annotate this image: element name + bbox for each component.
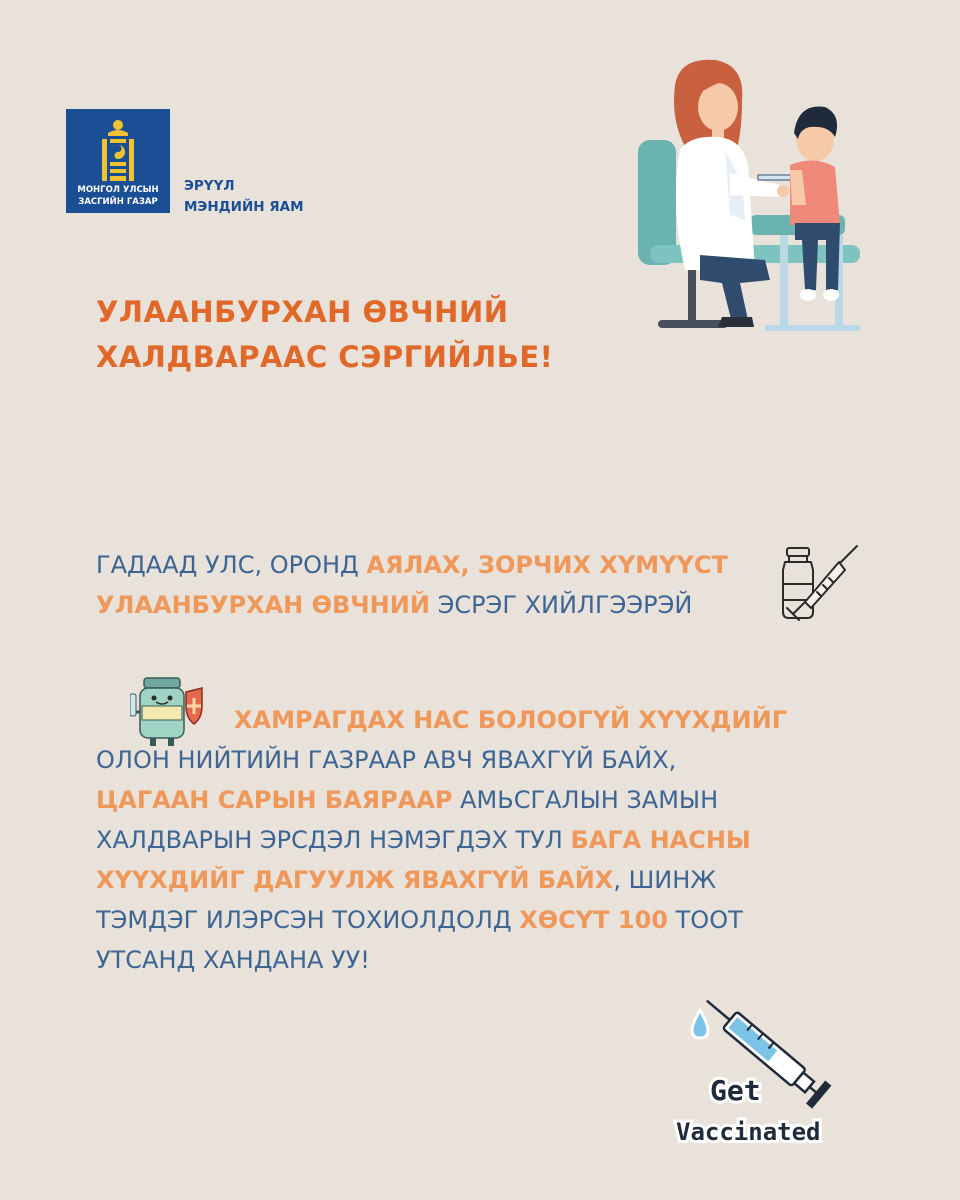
travel-advice-paragraph xyxy=(96,545,776,625)
ministry-name-line2: МЭНДИЙН ЯАМ xyxy=(184,199,304,215)
logo-caption-line2: ЗАСГИЙН ГАЗАР xyxy=(78,197,158,207)
paragraph2-text1: ОЛОН НИЙТИЙН ГАЗРААР АВЧ ЯВАХГҮЙ БАЙХ, xyxy=(96,746,677,774)
paragraph1-text2: ЭСРЭГ ХИЙЛГЭЭРЭЙ xyxy=(429,591,693,619)
paragraph2-highlight3: БАГА НАСНЫ ХҮҮХДИЙГ ДАГУУЛЖ ЯВАХГҮЙ БАЙХ xyxy=(96,826,751,894)
paragraph2-text2: АМЬСГАЛЫН ЗАМЫН ХАЛДВАРЫН ЭРСДЭЛ НЭМЭГДЭХ ТУЛ xyxy=(96,786,719,854)
hotline-number: ХӨСҮТ 100 xyxy=(519,906,669,934)
paragraph2-text3: , ШИНЖ ТЭМДЭГ ИЛЭРСЭН ТОХИОЛДОЛД xyxy=(96,866,717,934)
paragraph2-highlight1: ХАМРАГДАХ НАС БОЛООГҮЙ ХҮҮХДИЙГ xyxy=(234,706,788,734)
get-vaccinated-sticker xyxy=(662,992,842,1162)
logo-caption-line1: МОНГОЛ УЛСЫН xyxy=(77,185,159,195)
paragraph2-text4: ТООТ УТСАНД ХАНДАНА УУ! xyxy=(96,906,743,974)
government-logo xyxy=(66,109,170,213)
vaccine-vial-syringe-icon xyxy=(765,540,865,635)
children-advice-paragraph xyxy=(96,700,796,980)
paragraph1-highlight1: АЯЛАХ, ЗОРЧИХ ХҮМҮҮСТ УЛААНБУРХАН ӨВЧНИЙ xyxy=(96,551,728,619)
doctor-vaccinating-child-illustration xyxy=(630,55,870,345)
ministry-name-line1: ЭРҮҮЛ xyxy=(184,178,235,194)
paragraph2-highlight2: ЦАГААН САРЫН БАЯРААР xyxy=(96,786,453,814)
ministry-name xyxy=(184,176,304,218)
paragraph1-text1: ГАДААД УЛС, ОРОНД xyxy=(96,551,367,579)
headline xyxy=(96,290,553,380)
headline-line1: УЛААНБУРХАН ӨВЧНИЙ xyxy=(96,295,509,329)
soyombo-icon xyxy=(100,119,136,185)
headline-line2: ХАЛДВАРААС СЭРГИЙЛЬЕ! xyxy=(96,340,554,374)
sticker-line2: Vaccinated xyxy=(676,1118,821,1146)
sticker-line1: Get xyxy=(710,1074,761,1107)
